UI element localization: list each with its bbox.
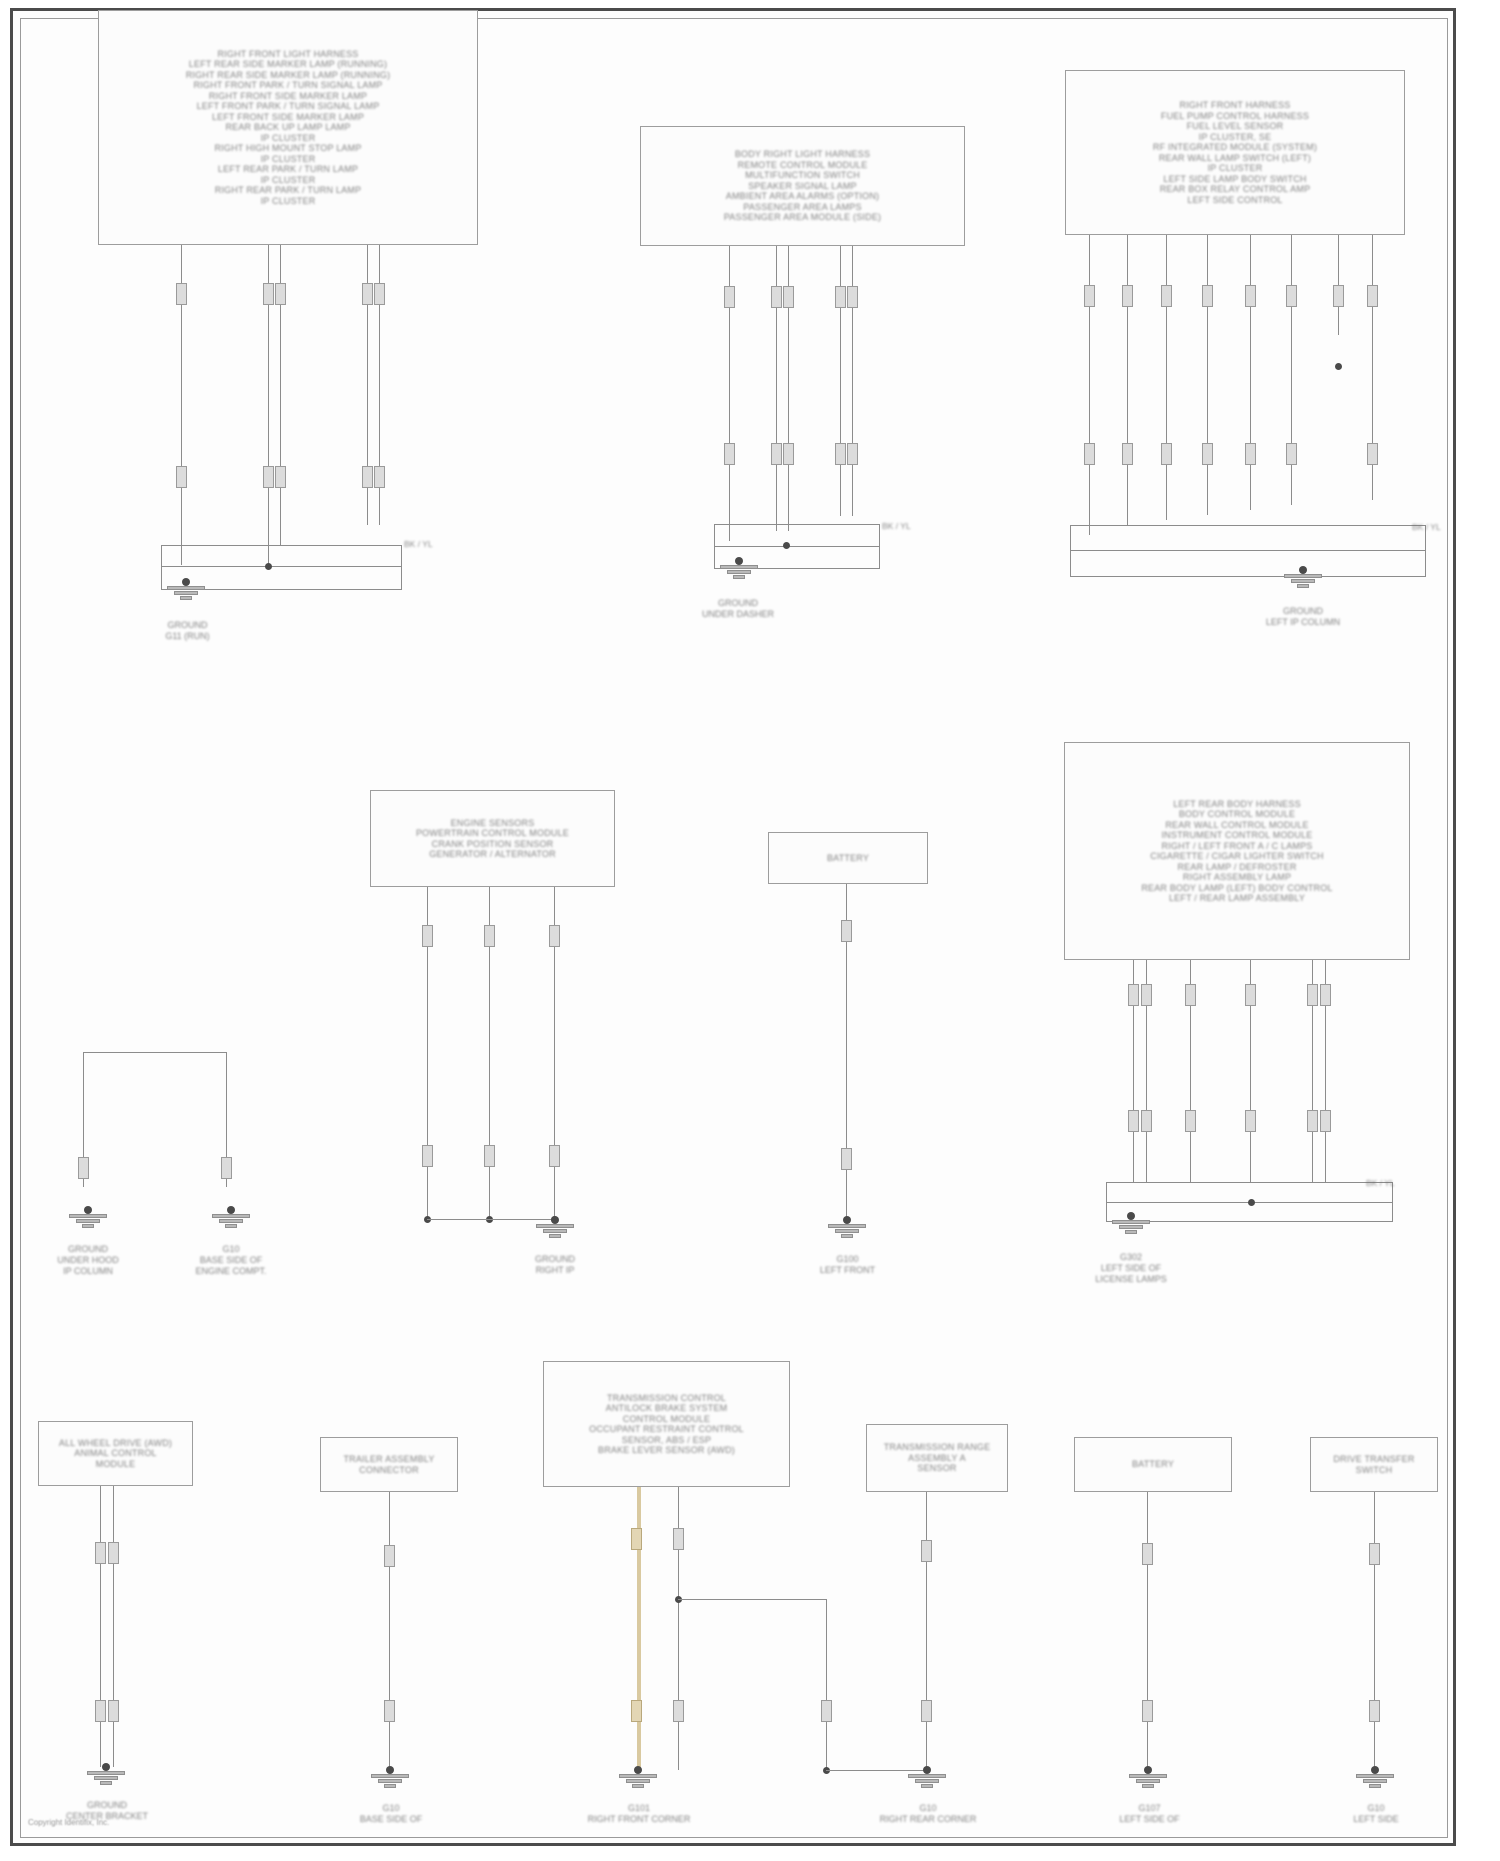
ground-label-a3-line2: LEFT IP COLUMN — [1265, 617, 1341, 627]
box-line: RIGHT FRONT HARNESS — [1179, 100, 1291, 110]
bus-a1-mid — [161, 566, 401, 567]
ground-b4 — [818, 1216, 876, 1242]
connector-a3-9 — [1084, 443, 1095, 465]
box-line: RIGHT FRONT SIDE MARKER LAMP — [208, 90, 368, 101]
ground-label-a2-line2: UNDER DASHER — [701, 609, 774, 619]
ground-a1 — [157, 578, 215, 604]
splice-b3-1 — [1248, 1199, 1255, 1206]
connector-a1-5 — [374, 283, 385, 305]
ground-bar-1 — [536, 1224, 574, 1228]
box-line: IP CLUSTER — [260, 153, 316, 164]
box-line: REAR BOX RELAY CONTROL AMP — [1159, 184, 1311, 194]
connector-b3-10 — [1245, 1110, 1256, 1132]
box-transmission-range-sensor — [866, 1424, 1008, 1492]
ground-bar-3 — [180, 596, 192, 600]
connector-b3-1 — [1128, 984, 1139, 1006]
connector-a1-2 — [263, 283, 274, 305]
ground-label-b5-line3: LICENSE LAMPS — [1095, 1274, 1167, 1284]
connector-b3-12 — [1320, 1110, 1331, 1132]
box-line: REAR LAMP / DEFROSTER — [1177, 861, 1297, 872]
ground-bar-1 — [371, 1774, 409, 1778]
wire-c5-1 — [1147, 1492, 1148, 1770]
wire-c3-branch-v — [826, 1599, 827, 1771]
wire-c6-1 — [1374, 1492, 1375, 1770]
connector-a3-10 — [1122, 443, 1133, 465]
box-line: LEFT SIDE CONTROL — [1187, 194, 1283, 205]
box-line: SPEAKER SIGNAL LAMP — [748, 180, 857, 191]
box-line: REAR WALL CONTROL MODULE — [1165, 819, 1309, 830]
box-right-front-light-harness — [98, 10, 478, 245]
bus-a1-top — [161, 545, 401, 546]
bus-a3-left — [1070, 525, 1071, 577]
box-line: ALL WHEEL DRIVE (AWD) — [58, 1437, 173, 1448]
wire-c2-1 — [389, 1492, 390, 1770]
bus-a3-mid — [1070, 550, 1425, 551]
ground-label-a1-line1: GROUND — [167, 620, 208, 630]
ground-label-b3-line1: GROUND — [535, 1254, 575, 1264]
bus-a3-bottom — [1070, 576, 1425, 577]
ground-label-b5-line1: G302 — [1119, 1252, 1143, 1262]
box-line: POWERTRAIN CONTROL MODULE — [415, 828, 569, 838]
connector-b3-5 — [1307, 984, 1318, 1006]
box-line: RIGHT REAR SIDE MARKER LAMP (RUNNING) — [185, 69, 391, 80]
box-line: LEFT FRONT PARK / TURN SIGNAL LAMP — [196, 101, 380, 112]
ground-label-b4-line2: LEFT FRONT — [819, 1265, 876, 1275]
connector-c6-1 — [1369, 1543, 1380, 1565]
box-line: TRANSMISSION CONTROL — [606, 1392, 726, 1403]
ground-bar-2 — [727, 570, 751, 574]
ground-bar-3 — [82, 1224, 94, 1228]
ground-bar-3 — [549, 1234, 561, 1238]
box-line: IP CLUSTER, SE — [1198, 131, 1272, 142]
ground-bar-1 — [1356, 1774, 1394, 1778]
connector-b2-1 — [841, 920, 852, 942]
box-line: MODULE — [95, 1458, 136, 1469]
connector-c3-4 — [673, 1700, 684, 1722]
connector-a3-1 — [1084, 285, 1095, 307]
bus-a1-right — [401, 545, 402, 590]
connector-a2-3 — [783, 286, 794, 308]
box-line: LEFT REAR BODY HARNESS — [1173, 798, 1301, 809]
ground-label-c5-line2: LEFT SIDE OF — [1119, 1814, 1180, 1824]
wire-a3-1 — [1089, 235, 1090, 535]
connector-a1-7 — [263, 466, 274, 488]
box-drive-transfer-switch — [1310, 1437, 1438, 1492]
ground-bar-2 — [1136, 1779, 1160, 1783]
box-body-control-harness — [640, 126, 965, 246]
wire-a3-5 — [1250, 235, 1251, 510]
ground-bar-2 — [1119, 1225, 1143, 1229]
ground-label-c5-line1: G107 — [1138, 1803, 1161, 1813]
box-line: DRIVE TRANSFER — [1333, 1454, 1415, 1464]
box-line: RIGHT / LEFT FRONT A / C LAMPS — [1161, 840, 1313, 851]
box-trailer-assembly-connector — [320, 1437, 458, 1492]
ground-bar-1 — [828, 1224, 866, 1228]
box-line: IP CLUSTER — [1207, 163, 1263, 173]
box-line: IP CLUSTER — [260, 132, 316, 143]
ground-label-a1-line2: G11 (RUN) — [165, 631, 210, 641]
ground-c4 — [898, 1766, 956, 1792]
ground-bar-1 — [1129, 1774, 1167, 1778]
wire-c1-1 — [100, 1486, 101, 1767]
connector-b3-2 — [1141, 984, 1152, 1006]
connector-b3-4 — [1245, 984, 1256, 1006]
box-line: RIGHT FRONT LIGHT HARNESS — [217, 48, 359, 59]
box-right-front-harness-2 — [1065, 70, 1405, 235]
ground-c3 — [609, 1766, 667, 1792]
connector-a1-6 — [176, 466, 187, 488]
box-line: TRANSMISSION RANGE — [883, 1442, 991, 1453]
connector-b3-8 — [1141, 1110, 1152, 1132]
ground-dot — [923, 1766, 931, 1774]
wire-label-b3: BK / YL — [1366, 1178, 1395, 1188]
bus-a3-right — [1425, 525, 1426, 577]
connector-c5-1 — [1142, 1543, 1153, 1565]
ground-bar-1 — [1284, 574, 1322, 578]
ground-dot — [1299, 566, 1307, 574]
connector-b3-6 — [1320, 984, 1331, 1006]
connector-b1-1 — [422, 925, 433, 947]
box-line: BATTERY — [1131, 1459, 1175, 1470]
ground-bar-2 — [1363, 1779, 1387, 1783]
wire-a3-3 — [1166, 235, 1167, 520]
box-line: ASSEMBLY A — [908, 1452, 966, 1463]
connector-a1-8 — [275, 466, 286, 488]
connector-a3-12 — [1202, 443, 1213, 465]
box-line: PASSENGER AREA MODULE (SIDE) — [723, 212, 882, 223]
box-line: LEFT REAR PARK / TURN LAMP — [217, 164, 359, 175]
ground-label-b1-line1: GROUND — [68, 1244, 108, 1254]
ground-dot — [227, 1206, 235, 1214]
ground-bar-1 — [69, 1214, 107, 1218]
wire-label-a3: BK / YL — [1412, 522, 1441, 532]
connector-c6-2 — [1369, 1700, 1380, 1722]
box-engine-sensors — [370, 790, 615, 887]
box-line: ANIMAL CONTROL — [74, 1448, 157, 1459]
connector-b1-3 — [549, 925, 560, 947]
connector-c1-1 — [95, 1542, 106, 1564]
ground-bar-3 — [1297, 584, 1309, 588]
box-line: ENGINE SENSORS — [450, 817, 535, 828]
connector-b3-11 — [1307, 1110, 1318, 1132]
ground-bar-1 — [212, 1214, 250, 1218]
ground-bar-3 — [632, 1784, 644, 1788]
box-left-rear-body-harness — [1064, 742, 1410, 960]
ground-c5 — [1119, 1766, 1177, 1792]
ground-dot — [843, 1216, 851, 1224]
ground-label-c3-line1: G101 — [627, 1803, 651, 1813]
connector-c3-tan-1 — [631, 1528, 642, 1550]
box-transmission-control — [543, 1361, 790, 1487]
ground-bar-2 — [94, 1776, 118, 1780]
bus-b3-right — [1392, 1182, 1393, 1222]
ground-label-a3-line1: GROUND — [1283, 606, 1323, 616]
ground-b2 — [202, 1206, 260, 1232]
ground-bar-2 — [76, 1219, 100, 1223]
connector-a1-4 — [362, 283, 373, 305]
connector-c3-branch — [821, 1700, 832, 1722]
connector-a3-14 — [1286, 443, 1297, 465]
ground-label-b2-line3: ENGINE COMPT. — [195, 1266, 267, 1276]
ground-c1 — [77, 1763, 135, 1789]
connector-a3-11 — [1161, 443, 1172, 465]
connector-c4-2 — [921, 1700, 932, 1722]
wire-a3-2 — [1127, 235, 1128, 525]
box-line: BODY CONTROL MODULE — [1178, 809, 1296, 819]
connector-a1-1 — [176, 283, 187, 305]
box-line: CIGARETTE / CIGAR LIGHTER SWITCH — [1150, 851, 1324, 861]
box-line: MULTIFUNCTION SWITCH — [745, 170, 860, 181]
connector-a3-15 — [1367, 443, 1378, 465]
box-line: LEFT / REAR LAMP ASSEMBLY — [1168, 893, 1306, 903]
copyright-notice: Copyright Identifix, Inc. — [28, 1818, 110, 1827]
ground-dot — [735, 557, 743, 565]
wire-c3-branch-h — [678, 1599, 826, 1600]
ground-dot — [634, 1766, 642, 1774]
box-line: SENSOR — [917, 1463, 957, 1474]
ground-b1 — [59, 1206, 117, 1232]
box-line: FUEL LEVEL SENSOR — [1186, 121, 1284, 131]
box-line: BATTERY — [826, 852, 870, 863]
box-line: BRAKE LEVER SENSOR (AWD) — [598, 1445, 735, 1455]
ground-bar-1 — [1112, 1220, 1150, 1224]
ground-a3 — [1274, 566, 1332, 592]
ground-bar-2 — [835, 1229, 859, 1233]
connector-a1-9 — [362, 466, 373, 488]
bus-a2-mid — [714, 546, 879, 547]
ground-label-b1-line3: IP COLUMN — [63, 1266, 113, 1276]
box-line: BODY RIGHT LIGHT HARNESS — [734, 149, 871, 160]
ground-label-c3-line2: RIGHT FRONT CORNER — [587, 1814, 691, 1824]
wire-a3-4 — [1207, 235, 1208, 515]
ground-bar-2 — [1291, 579, 1315, 583]
box-line: REAR BODY LAMP (LEFT) BODY CONTROL — [1141, 882, 1333, 893]
connector-a2-6 — [724, 443, 735, 465]
box-line: GENERATOR / ALTERNATOR — [429, 849, 556, 859]
box-line: INSTRUMENT CONTROL MODULE — [1161, 830, 1313, 840]
box-line: CRANK POSITION SENSOR — [431, 838, 554, 849]
ground-bar-2 — [626, 1779, 650, 1783]
ground-label-c6-line2: LEFT SIDE — [1353, 1814, 1399, 1824]
connector-c1-3 — [95, 1700, 106, 1722]
ground-bar-3 — [733, 575, 745, 579]
box-battery-1 — [768, 832, 928, 884]
connector-c4-1 — [921, 1540, 932, 1562]
connector-b1-2 — [484, 925, 495, 947]
connector-b3-3 — [1185, 984, 1196, 1006]
wire-label-a2: BK / YL — [882, 521, 911, 531]
box-line: CONTROL MODULE — [622, 1413, 711, 1424]
box-line: LEFT FRONT SIDE MARKER LAMP — [211, 111, 365, 122]
connector-a3-6 — [1286, 285, 1297, 307]
box-line: REAR WALL LAMP SWITCH (LEFT) — [1158, 152, 1312, 163]
connector-a3-8 — [1367, 285, 1378, 307]
box-line: RIGHT REAR PARK / TURN LAMP — [214, 185, 362, 196]
box-battery-2 — [1074, 1437, 1232, 1492]
connector-a3-7 — [1333, 285, 1344, 307]
box-line: REMOTE CONTROL MODULE — [737, 159, 868, 170]
ground-c2 — [361, 1766, 419, 1792]
ground-label-c1-line2: CENTER BRACKET — [65, 1811, 148, 1821]
ground-label-c6-line1: G10 — [1367, 1803, 1385, 1813]
connector-b-right — [221, 1157, 232, 1179]
box-line: AMBIENT AREA ALARMS (OPTION) — [725, 191, 880, 202]
connector-a2-9 — [835, 443, 846, 465]
ground-dot — [1371, 1766, 1379, 1774]
ground-bar-3 — [921, 1784, 933, 1788]
connector-b2-2 — [841, 1148, 852, 1170]
connector-a1-10 — [374, 466, 385, 488]
ground-bar-3 — [1142, 1784, 1154, 1788]
ground-dot — [102, 1763, 110, 1771]
ground-label-c2-line1: G10 — [382, 1803, 400, 1813]
connector-a3-4 — [1202, 285, 1213, 307]
splice-a3-stub — [1335, 363, 1342, 370]
box-line: IP CLUSTER — [260, 174, 316, 185]
ground-label-b4-line1: G100 — [836, 1254, 859, 1264]
ground-bar-3 — [225, 1224, 237, 1228]
box-line: RIGHT FRONT PARK / TURN SIGNAL LAMP — [193, 80, 383, 91]
connector-b1-4 — [422, 1145, 433, 1167]
ground-label-b2-line2: BASE SIDE OF — [199, 1255, 263, 1265]
ground-bar-1 — [908, 1774, 946, 1778]
connector-a2-7 — [771, 443, 782, 465]
box-line: LEFT REAR SIDE MARKER LAMP (RUNNING) — [188, 59, 388, 70]
ground-bar-1 — [720, 565, 758, 569]
box-line: ANTILOCK BRAKE SYSTEM — [605, 1403, 728, 1413]
ground-bar-3 — [100, 1781, 112, 1785]
box-line: OCCUPANT RESTRAINT CONTROL — [589, 1424, 744, 1434]
connector-a3-5 — [1245, 285, 1256, 307]
ground-label-c1-line1: GROUND — [87, 1800, 127, 1810]
ground-bar-2 — [219, 1219, 243, 1223]
connector-a2-10 — [847, 443, 858, 465]
ground-label-a2-line1: GROUND — [718, 598, 758, 608]
ground-bar-2 — [915, 1779, 939, 1783]
ground-label-b1-line2: UNDER HOOD — [57, 1255, 119, 1265]
connector-a3-3 — [1161, 285, 1172, 307]
ground-label-b2-line1: G10 — [222, 1244, 240, 1254]
wire-c1-2 — [113, 1486, 114, 1767]
connector-c3-tan-2 — [631, 1700, 642, 1722]
box-line: RIGHT HIGH MOUNT STOP LAMP — [214, 143, 362, 154]
ground-bar-3 — [1369, 1784, 1381, 1788]
connector-c3-2 — [673, 1528, 684, 1550]
connector-c2-1 — [384, 1545, 395, 1567]
ground-b5 — [1102, 1212, 1160, 1238]
connector-a2-5 — [847, 286, 858, 308]
ground-bar-1 — [619, 1774, 657, 1778]
connector-b3-7 — [1128, 1110, 1139, 1132]
connector-c2-2 — [384, 1700, 395, 1722]
connector-a2-4 — [835, 286, 846, 308]
bus-a3-top — [1070, 525, 1425, 526]
ground-a2 — [710, 557, 768, 583]
box-line: RIGHT ASSEMBLY LAMP — [1182, 872, 1292, 882]
box-line: REAR BACK UP LAMP LAMP — [225, 122, 351, 133]
wire-c4-1 — [926, 1492, 927, 1770]
connector-a2-8 — [783, 443, 794, 465]
box-line: FUEL PUMP CONTROL HARNESS — [1160, 110, 1310, 121]
splice-a1-1 — [265, 563, 272, 570]
ground-b3 — [526, 1216, 584, 1242]
box-all-wheel-drive-module — [38, 1421, 193, 1486]
ground-label-c4-line1: G10 — [919, 1803, 937, 1813]
box-line: IP CLUSTER — [260, 195, 316, 206]
ground-label-c2-line2: BASE SIDE OF — [359, 1814, 423, 1824]
connector-a3-2 — [1122, 285, 1133, 307]
box-line: LEFT SIDE LAMP BODY SWITCH — [1163, 173, 1307, 184]
ground-dot — [84, 1206, 92, 1214]
ground-c6 — [1346, 1766, 1404, 1792]
loop-b-top — [83, 1052, 226, 1053]
connector-a1-3 — [275, 283, 286, 305]
connector-b1-5 — [484, 1145, 495, 1167]
box-line: RF INTEGRATED MODULE (SYSTEM) — [1152, 142, 1318, 152]
ground-bar-3 — [841, 1234, 853, 1238]
bus-a2-right — [879, 524, 880, 569]
box-line: TRAILER ASSEMBLY — [343, 1454, 435, 1464]
ground-dot — [1144, 1766, 1152, 1774]
connector-b3-9 — [1185, 1110, 1196, 1132]
ground-bar-2 — [174, 591, 198, 595]
connector-c1-4 — [108, 1700, 119, 1722]
box-line: SENSOR, ABS / ESP — [621, 1434, 712, 1445]
ground-dot — [182, 578, 190, 586]
ground-label-c4-line2: RIGHT REAR CORNER — [879, 1814, 977, 1824]
connector-b1-6 — [549, 1145, 560, 1167]
ground-bar-3 — [1125, 1230, 1137, 1234]
ground-dot — [1127, 1212, 1135, 1220]
ground-bar-1 — [87, 1771, 125, 1775]
bus-a2-top — [714, 524, 879, 525]
wire-label-a1: BK / YL — [404, 539, 433, 549]
ground-bar-2 — [543, 1229, 567, 1233]
ground-dot — [551, 1216, 559, 1224]
ground-dot — [386, 1766, 394, 1774]
ground-label-b3-line2: RIGHT IP — [535, 1265, 575, 1275]
box-line: CONNECTOR — [359, 1464, 419, 1475]
ground-bar-2 — [378, 1779, 402, 1783]
connector-c1-2 — [108, 1542, 119, 1564]
splice-a2-1 — [783, 542, 790, 549]
connector-a2-1 — [724, 286, 735, 308]
box-line: SWITCH — [1355, 1464, 1393, 1475]
connector-b-left — [78, 1157, 89, 1179]
ground-label-b5-line2: LEFT SIDE OF — [1100, 1263, 1162, 1273]
ground-bar-1 — [167, 586, 205, 590]
box-line: PASSENGER AREA LAMPS — [743, 201, 862, 212]
ground-bar-3 — [384, 1784, 396, 1788]
bus-b3-top — [1106, 1182, 1392, 1183]
connector-c5-2 — [1142, 1700, 1153, 1722]
connector-a3-13 — [1245, 443, 1256, 465]
connector-a2-2 — [771, 286, 782, 308]
